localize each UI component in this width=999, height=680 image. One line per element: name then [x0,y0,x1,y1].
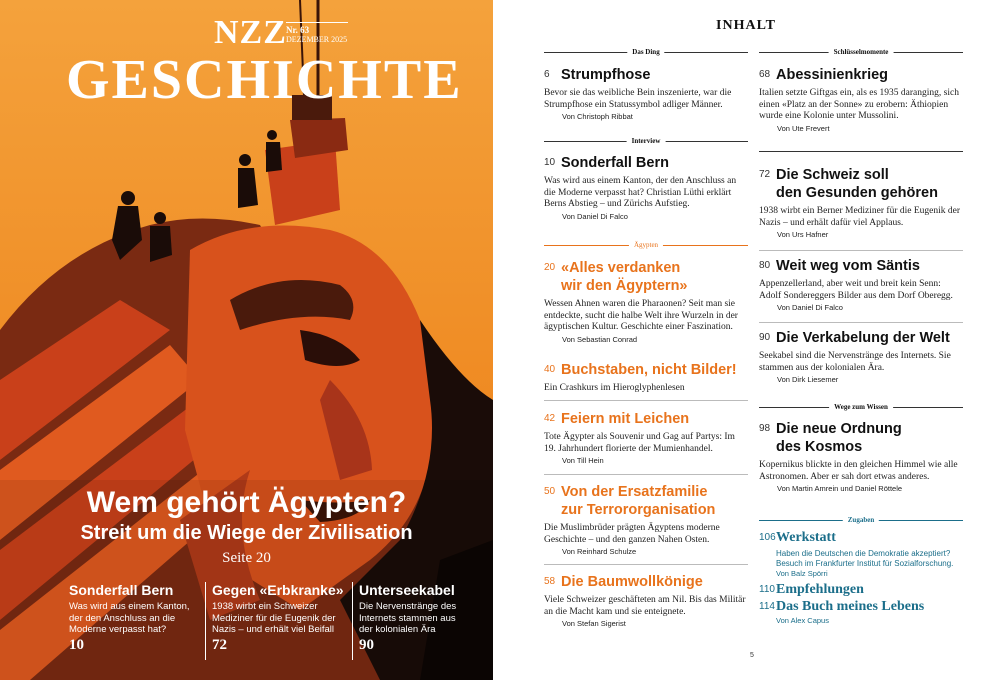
toc-entry[interactable] [544,410,748,465]
masthead-title: GESCHICHTE [66,49,463,111]
divider [544,400,748,401]
entry-author: Von Stefan Sigerist [562,619,626,628]
teaser-text: Was wird aus einem Kanton, der den Anschluss an die Moderne verpasst hat? [69,601,190,635]
entry-title: Das Buch meines Lebens [776,599,925,614]
entry-title: Feiern mit Leichen [561,411,690,427]
entry-text: Was wird aus einem Kanton, der den Anschluss an die Moderne verpasst hat? Christian Lüthi erklärt Berns Abstieg – und Zürichs Aufstieg. [544,176,737,209]
page-number: 5 [750,652,754,659]
entry-author: Von Daniel Di Falco [777,303,843,312]
entry-page: 42 [544,413,556,424]
toc-entry[interactable] [759,529,963,578]
entry-author: Von Sebastian Conrad [562,334,638,344]
entry-title: Werkstatt [776,530,836,545]
entry-text: Kopernikus blickte in den gleichen Himmel wie alle Astronomen. Aber er sah dort etwas anderes. [759,460,958,482]
section-divider [759,46,963,58]
entry-title: Empfehlungen [776,582,864,597]
entry-author: Von Till Hein [562,456,604,465]
section-divider [544,239,748,251]
entry-title-line2: wir den Ägyptern» [561,278,688,294]
divider [759,250,963,251]
entry-author: Von Dirk Liesemer [777,375,839,384]
section-label: Zugaben [843,514,879,526]
entry-page: 50 [544,486,556,497]
section-divider [544,135,748,147]
teaser-title: Gegen «Erbkranke» [212,582,344,598]
entry-text: Haben die Deutschen die Demokratie akzeptiert? Besuch im Frankfurter Institut für Sozialforschung. [776,549,954,568]
entry-title: Die Verkabelung der Welt [776,330,950,346]
toc-entry[interactable] [544,361,748,395]
entry-title: Die Schweiz soll [776,167,889,183]
toc-entry[interactable] [544,259,748,344]
section-divider [544,46,748,58]
entry-text: Bevor sie das weibliche Bein inszenierte, war die Strumpfhose ein Statussymbol adliger Männer. [544,88,732,110]
entry-page: 58 [544,576,556,587]
toc-entry[interactable] [759,257,963,312]
toc-entry[interactable] [759,66,963,133]
entry-title: «Alles verdanken [561,260,681,276]
entry-author: Von Martin Amrein und Daniel Röttele [777,484,903,493]
entry-text: 1938 wirbt ein Berner Mediziner für die Eugenik der Nazis – und erhält dafür viel Applaus. [759,206,961,228]
cover-teaser [205,582,353,660]
entry-page: 90 [759,332,771,343]
cover-subheadline: Streit um die Wiege der Zivilisation [80,522,413,544]
entry-text: Seekabel sind die Nervenstränge des Internets. Sie stammen aus der kolonialen Ära. [759,351,951,373]
entry-text: Italien setzte Giftgas ein, als es 1935 daranging, sich einen «Platz an der Sonne» zu erobern: Äthiopien wurde eine Kolonie unter Mussolini. [759,88,959,121]
entry-page: 110 [759,584,775,595]
divider [759,151,963,152]
cover-teaser [352,582,470,660]
entry-text: Tote Ägypter als Souvenir und Gag auf Partys: Im 19. Jahrhundert florierte der Mumienhandel. [544,432,735,454]
entry-page: 6 [544,69,550,80]
entry-title-line2: zur Terrororganisation [561,502,716,518]
toc-entry[interactable] [759,166,963,239]
teaser-title: Sonderfall Bern [69,582,174,598]
toc-entry[interactable] [759,581,963,599]
entry-title: Von der Ersatzfamilie [561,484,708,500]
entry-author: Von Ute Frevert [777,123,830,133]
entry-page: 68 [759,69,771,80]
toc-entry[interactable] [544,573,748,628]
entry-page: 72 [759,169,771,180]
masthead-nzz-logo: NZZ [214,14,287,51]
entry-text: Wessen Ahnen waren die Pharaonen? Seit man sie entdeckte, sucht die halbe Welt ihre Wurzeln in der ägyptischen Kultur. Geschichte einer Faszination. [544,299,738,332]
entry-title: Buchstaben, nicht Bilder! [561,362,737,378]
entry-page: 98 [759,423,771,434]
entry-title: Weit weg vom Säntis [776,258,920,274]
teaser-text: Die Nervenstränge des Internets stammen aus der kolonialen Ära [359,601,457,635]
table-of-contents [493,0,999,680]
issue-date: DEZEMBER 2025 [286,35,348,44]
entry-page: 40 [544,364,556,375]
entry-title-line2: den Gesunden gehören [776,185,938,201]
section-label: Wege zum Wissen [829,401,893,413]
entry-text: Viele Schweizer geschäfteten am Nil. Bis das Militär an die Macht kam und sie enteignete. [544,595,746,617]
entry-title: Abessinienkrieg [776,67,889,83]
section-label: Schlüsselmomente [829,46,894,58]
cover-teaser [69,582,201,660]
entry-page: 20 [544,262,556,273]
entry-page: 10 [544,157,556,168]
entry-page: 106 [759,532,776,543]
toc-entry[interactable] [759,420,963,493]
toc-entry[interactable] [544,483,748,556]
entry-author: Von Christoph Ribbat [562,112,633,121]
magazine-cover [0,0,493,680]
toc-entry[interactable] [544,154,748,221]
toc-entry[interactable] [544,66,748,121]
teaser-text: 1938 wirbt ein Schweizer Mediziner für die Eugenik der Nazis – und erhält viel Beifall [212,601,336,635]
divider [544,564,748,565]
entry-text: Die Muslimbrüder prägten Ägyptens moderne Geschichte – und den ganzen Nahen Osten. [544,523,720,545]
teaser-page: 72 [212,636,227,653]
entry-page: 114 [759,601,775,612]
entry-title: Sonderfall Bern [561,155,669,171]
teaser-page: 90 [359,636,374,653]
entry-title: Die Baumwollkönige [561,574,703,590]
entry-title: Die neue Ordnung [776,421,902,437]
entry-author: Von Alex Capus [776,616,829,625]
entry-title-line2: des Kosmos [776,439,863,455]
toc-entry[interactable] [759,598,963,625]
section-label: Interview [627,135,666,147]
toc-entry[interactable] [759,329,963,384]
entry-author: Von Daniel Di Falco [562,211,628,221]
section-label: Das Ding [627,46,664,58]
section-divider [759,401,963,413]
entry-page: 80 [759,260,771,271]
divider [544,474,748,475]
section-label: Ägypten [629,239,663,251]
cover-headline: Wem gehört Ägypten? [86,486,407,519]
entry-text: Ein Crashkurs im Hieroglyphenlesen [544,383,685,393]
issue-number: Nr. 63 [286,25,310,35]
divider [759,322,963,323]
teaser-page: 10 [69,636,84,653]
entry-title: Strumpfhose [561,67,651,83]
teaser-title: Unterseekabel [359,582,455,598]
cover-page-ref: Seite 20 [222,550,271,566]
entry-author: Von Reinhard Schulze [562,547,637,556]
issue-info [286,22,348,45]
entry-author: Von Urs Hafner [777,230,829,239]
entry-author: Von Balz Spörri [776,569,828,578]
entry-text: Appenzellerland, aber weit und breit kein Senn: Adolf Sondereggers Bilder aus dem Dorf Oberegg. [759,279,953,301]
toc-title: INHALT [716,18,776,33]
section-divider [759,514,963,526]
